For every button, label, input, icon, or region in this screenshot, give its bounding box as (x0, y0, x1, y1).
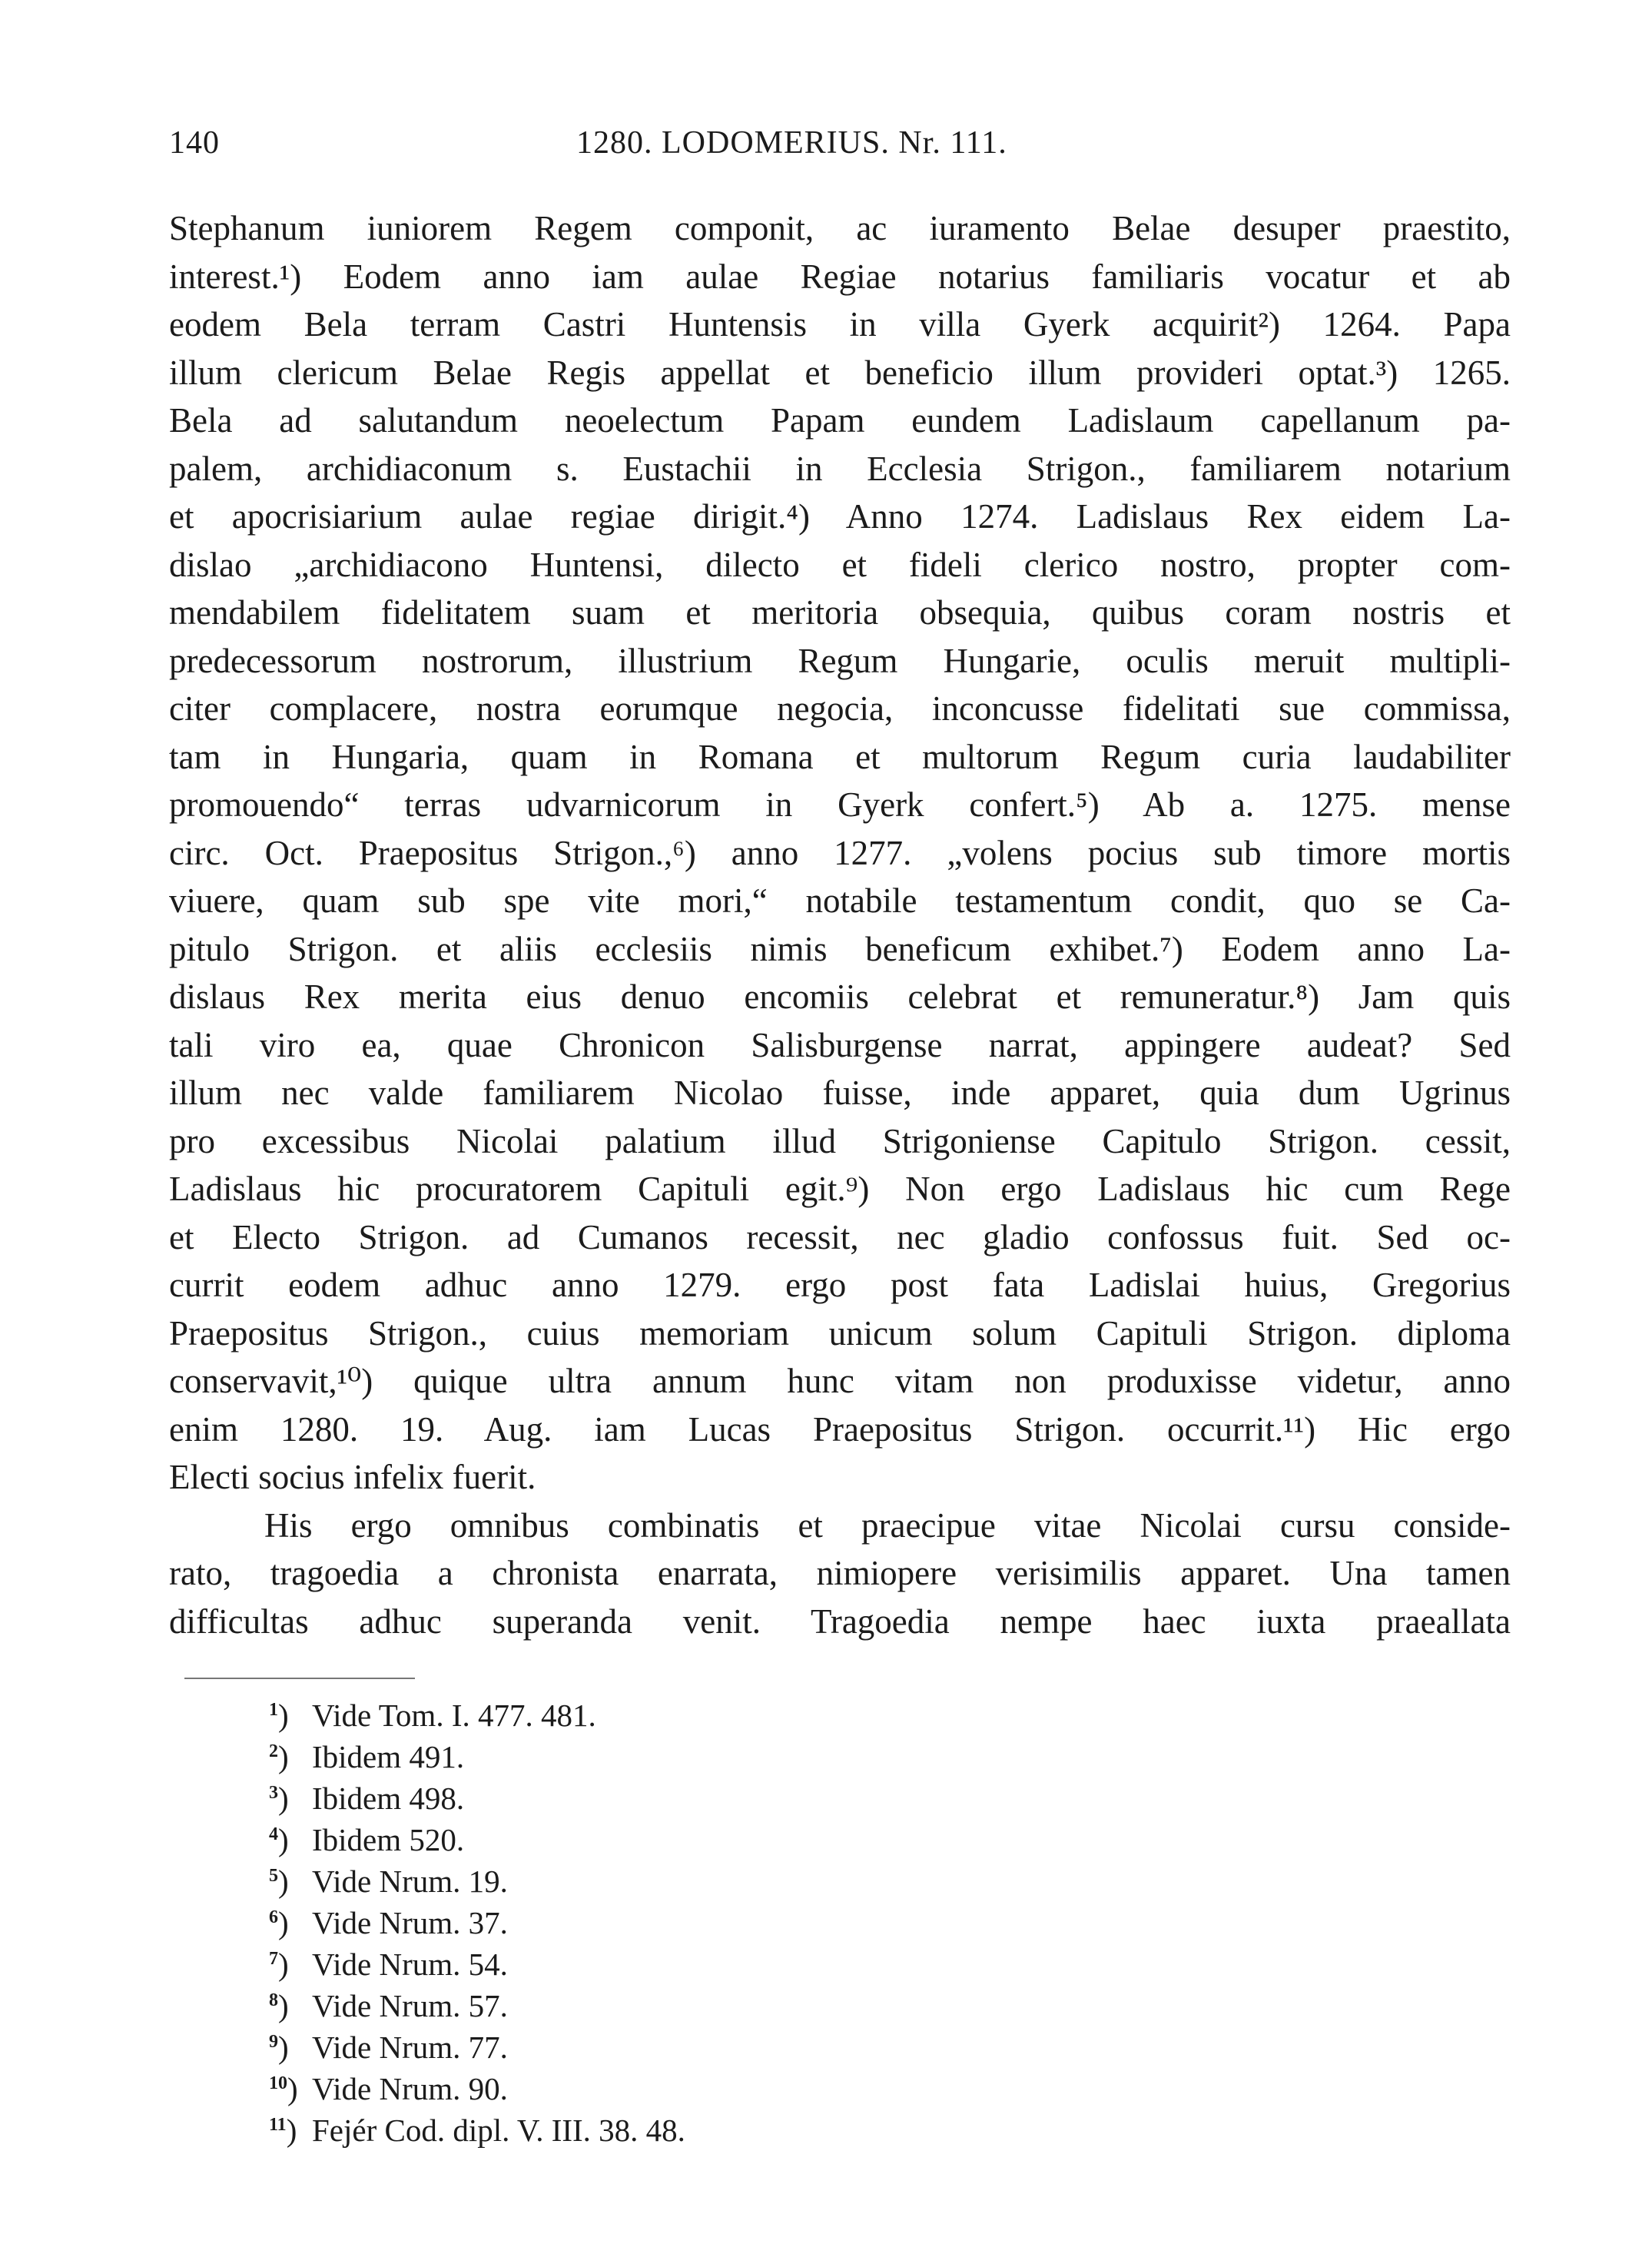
footnote-text: Vide Nrum. 54. (312, 1947, 508, 1982)
text-line: Stephanum iuniorem Regem componit, ac iuramento Belae desuper praestito, (169, 209, 1511, 247)
footnote-text: Fejér Cod. dipl. V. III. 38. 48. (312, 2113, 685, 2148)
text-line: viuere, quam sub spe vite mori,“ notabile testamentum condit, quo se Ca- (169, 881, 1511, 920)
footnote-marker: $^1$) (269, 1698, 289, 1733)
footnote-text: Vide Tom. I. 477. 481. (312, 1698, 596, 1733)
text-line: palem, archidiaconum s. Eustachii in Ecclesia Strigon., familiarem notarium (169, 449, 1511, 488)
page-header (169, 124, 1506, 171)
footnote (269, 2063, 1114, 2104)
footnote (269, 1772, 1114, 1814)
footnote (269, 2021, 1114, 2063)
footnote (269, 1689, 1114, 1731)
text-line: dislaus Rex merita eius denuo encomiis celebrat et remuneratur.⁸) Jam quis (169, 977, 1511, 1016)
text-line: Praepositus Strigon., cuius memoriam unicum solum Capituli Strigon. diploma (169, 1313, 1511, 1353)
text-line: currit eodem adhuc anno 1279. ergo post fata Ladislai huius, Gregorius (169, 1266, 1511, 1304)
footnote-separator (184, 1678, 415, 1679)
footnote-marker: $^{10}$) (269, 2071, 298, 2106)
text-line: promouendo“ terras udvarnicorum in Gyerk confert.⁵) Ab a. 1275. mense (169, 785, 1511, 824)
text-line: tali viro ea, quae Chronicon Salisburgense narrat, appingere audeat? Sed (169, 1025, 1511, 1064)
footnote-marker: $^5$) (269, 1864, 289, 1899)
text-line: interest.¹) Eodem anno iam aulae Regiae notarius familiaris vocatur et ab (169, 257, 1511, 296)
footnote-text: Ibidem 498. (312, 1781, 465, 1816)
text-line: Bela ad salutandum neoelectum Papam eundem Ladislaum capellanum pa- (169, 401, 1511, 440)
footnote-text: Vide Nrum. 37. (312, 1905, 508, 1940)
text-line: mendabilem fidelitatem suam et meritoria obsequia, quibus coram nostris et (169, 593, 1511, 632)
footnote-marker: $^3$) (269, 1781, 289, 1816)
text-line: pitulo Strigon. et aliis ecclesiis nimis beneficum exhibet.⁷) Eodem anno La- (169, 929, 1511, 968)
text-line: dislao „archidiacono Huntensi, dilecto et fideli clerico nostro, propter com- (169, 545, 1511, 584)
footnote (269, 1855, 1114, 1897)
page-number: 140 (169, 125, 220, 161)
text-line: predecessorum nostrorum, illustrium Regum Hungarie, oculis meruit multipli- (169, 641, 1511, 680)
footnote (269, 1731, 1114, 1772)
text-line: circ. Oct. Praepositus Strigon.,⁶) anno 1277. „volens pocius sub timore mortis (169, 833, 1511, 872)
text-line: et apocrisiarium aulae regiae dirigit.⁴) Anno 1274. Ladislaus Rex eidem La- (169, 497, 1511, 536)
text-line: citer complacere, nostra eorumque negocia, inconcusse fidelitati sue commissa, (169, 689, 1511, 728)
footnote-marker: $^8$) (269, 1988, 289, 2023)
footnote-text: Vide Nrum. 77. (312, 2030, 508, 2065)
text-line: enim 1280. 19. Aug. iam Lucas Praepositus Strigon. occurrit.¹¹) Hic ergo (169, 1409, 1511, 1449)
footnote (269, 1897, 1114, 1938)
text-line: Ladislaus hic procuratorem Capituli egit.⁹) Non ergo Ladislaus hic cum Rege (169, 1170, 1511, 1208)
text-line: et Electo Strigon. ad Cumanos recessit, nec gladio confossus fuit. Sed oc- (169, 1217, 1511, 1256)
running-head: 1280. LODOMERIUS. Nr. 111. (576, 125, 1007, 161)
footnote (269, 2104, 1114, 2146)
body-text (169, 204, 1511, 1645)
text-line: illum nec valde familiarem Nicolao fuisse, inde apparet, quia dum Ugrinus (169, 1074, 1511, 1112)
footnotes (269, 1689, 1114, 2146)
text-line: Electi socius infelix fuerit. (169, 1458, 536, 1496)
footnote-text: Ibidem 491. (312, 1739, 465, 1774)
footnote-text: Ibidem 520. (312, 1822, 465, 1857)
footnote-text: Vide Nrum. 19. (312, 1864, 508, 1899)
footnote (269, 1938, 1114, 1980)
text-line: conservavit,¹⁰) quique ultra annum hunc vitam non produxisse videtur, anno (169, 1362, 1511, 1400)
footnote (269, 1980, 1114, 2021)
footnote-text: Vide Nrum. 57. (312, 1988, 508, 2023)
text-line: pro excessibus Nicolai palatium illud Strigoniense Capitulo Strigon. cessit, (169, 1121, 1511, 1160)
text-line: eodem Bela terram Castri Huntensis in villa Gyerk acquirit²) 1264. Papa (169, 305, 1511, 344)
text-line: tam in Hungaria, quam in Romana et multorum Regum curia laudabiliter (169, 737, 1511, 776)
text-line: rato, tragoedia a chronista enarrata, nimiopere verisimilis apparet. Una tamen (169, 1554, 1511, 1592)
text-line: illum clericum Belae Regis appellat et beneficio illum provideri optat.³) 1265. (169, 353, 1511, 392)
footnote-marker: $^7$) (269, 1947, 289, 1982)
text-line: difficultas adhuc superanda venit. Tragoedia nempe haec iuxta praeallata (169, 1602, 1511, 1641)
footnote-marker: $^4$) (269, 1822, 289, 1857)
footnote-marker: $^2$) (269, 1739, 289, 1774)
footnote-marker: $^9$) (269, 2030, 289, 2065)
text-line: His ergo omnibus combinatis et praecipue vitae Nicolai cursu conside- (264, 1505, 1511, 1545)
footnote (269, 1814, 1114, 1855)
footnote-marker: $^6$) (269, 1905, 289, 1940)
footnote-text: Vide Nrum. 90. (312, 2071, 508, 2106)
footnote-marker: $^{11}$) (269, 2113, 297, 2148)
